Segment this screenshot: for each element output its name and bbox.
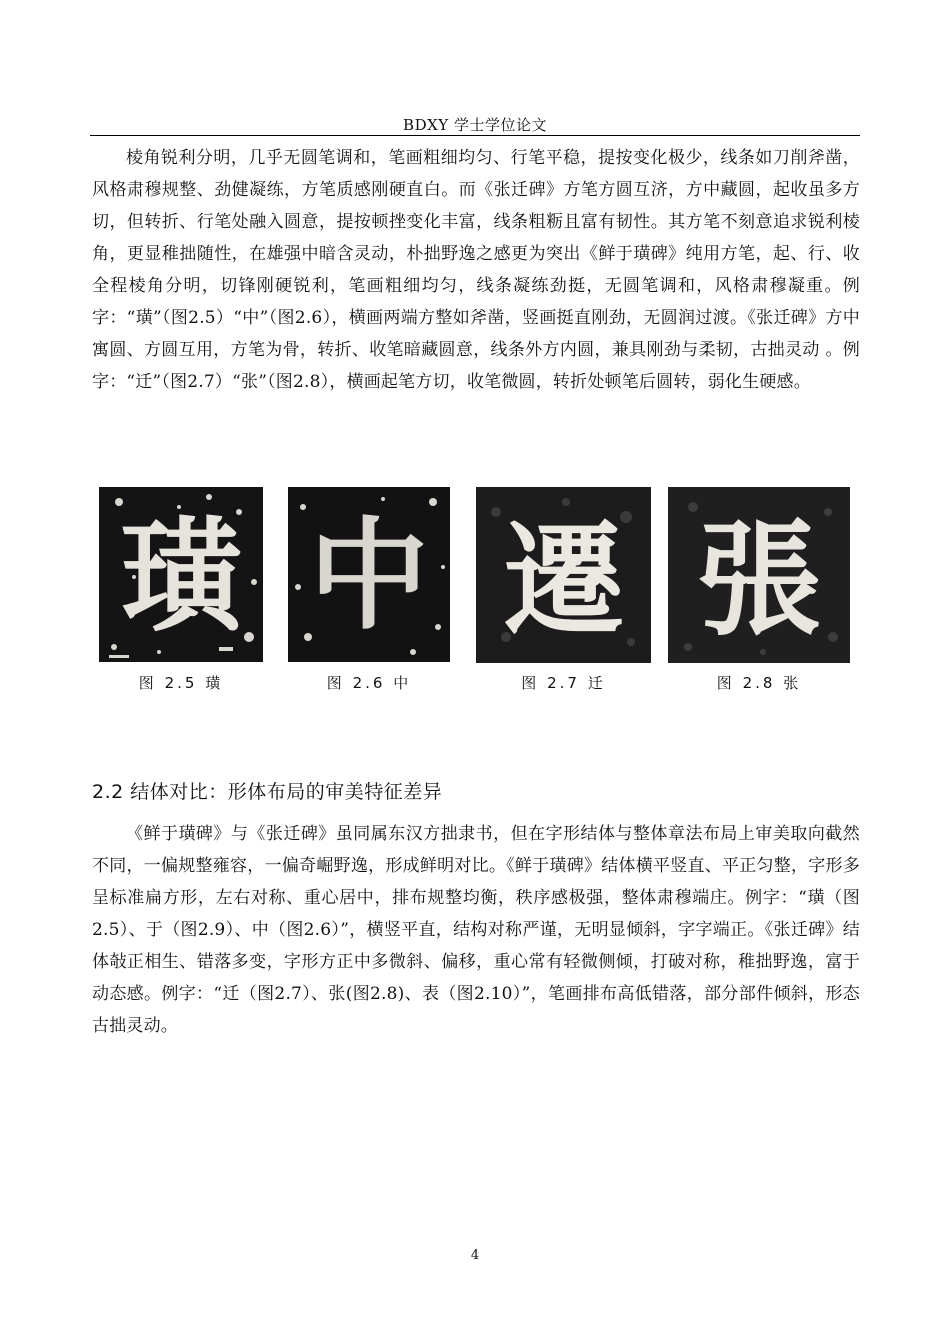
body-paragraph-2: 《鲜于璜碑》与《张迁碑》虽同属东汉方拙隶书，但在字形结体与整体章法布局上审美取向截然不同，一偏规整雍容，一偏奇崛野逸，形成鲜明对比。《鲜于璜碑》结体横平竖直、平正匀整，字形多呈标准扁方形，左右对称、重心居中，排布规整均衡，秩序感极强，整体肃穆端庄。例字：“璜（图2.5）、于（图2.9）、中（图2.6）”，横竖平直，结构对称严谨，无明显倾斜，字字端正。《张迁碑》结体敧正相生、错落多变，字形方正中多微斜、偏移，重心常有轻微侧倾，打破对称，稚拙野逸，富于动态感。例字：“迁（图2.7）、张(图2.8)、表（图2.10）”，笔画排布高低错落，部分部件倾斜，形态古拙灵动。 (92, 824, 860, 1036)
body-paragraph-1: 棱角锐利分明，几乎无圆笔调和，笔画粗细均匀、行笔平稳，提按变化极少，线条如刀削斧凿，风格肃穆规整、劲健凝练，方笔质感刚硬直白。而《张迁碑》方笔方圆互济，方中藏圆，起收虽多方切，但转折、行笔处融入圆意，提按顿挫变化丰富，线条粗粝且富有韧性。其方笔不刻意追求锐利棱角，更显稚拙随性，在雄强中暗含灵动，朴拙野逸之感更为突出《鲜于璜碑》纯用方笔，起、行、收全程棱角分明，切锋刚硬锐利，笔画粗细均匀，线条凝练劲挺，无圆笔调和，风格肃穆凝重。例字：“璜”（图2.5）“中”（图2.6），横画两端方整如斧凿，竖画挺直刚劲，无圆润过渡。《张迁碑》方中寓圆、方圆互用，方笔为骨，转折、收笔暗藏圆意，线条外方内圆，兼具刚劲与柔韧，古拙灵动 。例字：“迁”（图2.7）“张”（图2.8），横画起笔方切，收笔微圆，转折处顿笔后圆转，弱化生硬感。 (92, 148, 860, 392)
rubbing-image-huang (99, 487, 263, 662)
rubbing-image-qian (476, 487, 651, 663)
page-number: 4 (470, 1248, 480, 1263)
running-header: BDXY 学士学位论文 (403, 116, 547, 134)
rubbing-glyph: 中 (309, 505, 429, 646)
figure-2-6 (288, 487, 450, 692)
figure-2-7 (476, 487, 651, 692)
figure-caption: 图 2.7 迁 (521, 674, 606, 692)
rubbing-glyph: 張 (696, 508, 822, 653)
rubbing-image-zhang (668, 487, 850, 663)
rubbing-glyph: 遷 (503, 508, 625, 652)
header-rule (90, 135, 860, 136)
section-heading: 2.2 结体对比：形体布局的审美特征差异 (92, 781, 443, 803)
figure-2-5 (99, 487, 263, 692)
rubbing-glyph: 璜 (120, 504, 242, 648)
figure-caption: 图 2.5 璜 (138, 674, 224, 692)
figure-caption: 图 2.6 中 (326, 674, 412, 692)
figure-caption: 图 2.8 张 (716, 674, 802, 692)
figure-2-8 (668, 487, 850, 692)
rubbing-image-zhong (288, 487, 450, 662)
